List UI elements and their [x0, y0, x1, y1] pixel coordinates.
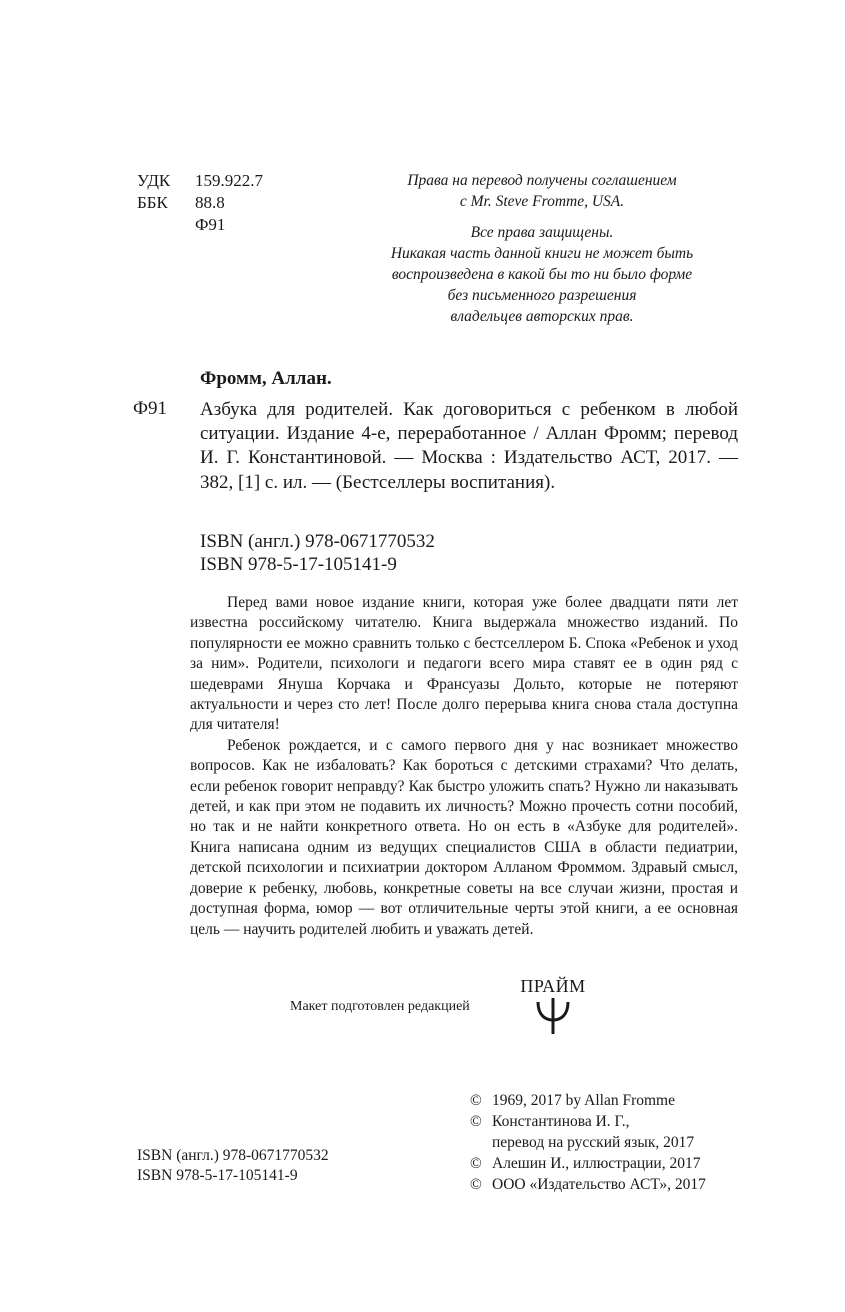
- bibliography-description: Азбука для родителей. Как договориться с ребенком в любой ситуации. Издание 4-е, переработанное / Аллан Фромм; перевод И. Г. Константиновой. — Москва : Издательство АСТ, 2017. — 382, [1] с. ил. — (Бестселлеры воспитания).: [200, 399, 738, 493]
- copyright-icon: ©: [470, 1113, 482, 1130]
- copyright-icon: ©: [470, 1092, 482, 1109]
- bottom-isbn-russian: ISBN 978-5-17-105141-9: [137, 1167, 298, 1184]
- rights-line: владельцев авторских прав.: [450, 308, 634, 325]
- udk-row: [137, 170, 263, 192]
- logo-text: ПРАЙМ: [520, 976, 586, 996]
- rights-line: воспроизведена в какой бы то ни было форме: [391, 266, 693, 283]
- copyright-line: © 1969, 2017 by Allan Fromme: [470, 1092, 675, 1109]
- udk-label: УДК: [137, 171, 171, 190]
- copyright-continuation: перевод на русский язык, 2017: [492, 1134, 695, 1151]
- bottom-isbn-block: [137, 1146, 329, 1186]
- rights-notice: [362, 170, 722, 327]
- copyright-line: © Алешин И., иллюстрации, 2017: [470, 1155, 701, 1172]
- isbn-block: [200, 530, 435, 576]
- maket-text: Макет подготовлен редакцией: [290, 999, 470, 1014]
- author-sign-row: [137, 214, 263, 236]
- annotation-paragraph: Ребенок рождается, и с самого первого дня у нас возникает множество вопросов. Как не избаловать? Как бороться с детскими страхами? Что делать, если ребенок говорит неправду? Как быстро уложить спать? Нужно ли наказывать детей, и как при этом не подавить их личность? Можно прочесть сотни пособий, но так и не найти конкретного ответа. Но он есть в «Азбуке для родителей». Книга написана одним из ведущих специалистов США в области педиатрии, детской психологии и психиатрии доктором Алланом Фроммом. Здравый смысл, доверие к ребенку, любовь, конкретные советы на все случаи жизни, простая и доступная форма, юмор — вот отличительные черты этой книги, а ее основная цель — научить родителей любить и уважать детей.: [190, 736, 738, 938]
- bbk-label: ББК: [137, 193, 168, 212]
- author-sign: Ф91: [195, 215, 226, 234]
- annotation-paragraph: Перед вами новое издание книги, которая уже более двадцати пяти лет известна российскому читателю. Книга выдержала множество изданий. По популярности ее можно сравнить только с бестселлером Б. Спока «Ребенок и уход за ним». Родители, психологи и педагоги всего мира ставят ее в один ряд с шедеврами Януша Корчака и Франсуазы Дольто, которые не потеряют актуальности и через сто лет! После долго перерыва книга снова стала доступна для читателя!: [190, 594, 738, 734]
- rights-line: Все права защищены.: [470, 224, 614, 241]
- bottom-isbn-english: ISBN (англ.) 978-0671770532: [137, 1147, 329, 1164]
- bbk-value: 88.8: [195, 193, 225, 212]
- classification-block: [137, 170, 263, 236]
- copyright-line: © ООО «Издательство АСТ», 2017: [470, 1176, 706, 1193]
- publisher-logo: [516, 976, 590, 1036]
- bbk-row: [137, 192, 263, 214]
- psi-logo-icon: [516, 976, 590, 1036]
- rights-line: без письменного разрешения: [447, 287, 637, 304]
- bibliography-code: Ф91: [133, 398, 168, 419]
- copyright-icon: ©: [470, 1155, 482, 1172]
- isbn-english: ISBN (англ.) 978-0671770532: [200, 531, 435, 552]
- rights-line: Права на перевод получены соглашением: [407, 172, 677, 189]
- udk-value: 159.922.7: [195, 171, 263, 190]
- copyright-line: © Константинова И. Г.,: [470, 1113, 630, 1130]
- copyright-icon: ©: [470, 1176, 482, 1193]
- isbn-russian: ISBN 978-5-17-105141-9: [200, 554, 397, 575]
- rights-line: с Mr. Steve Fromme, USA.: [459, 193, 625, 210]
- rights-line: Никакая часть данной книги не может быть: [390, 245, 694, 262]
- annotation: [190, 593, 738, 940]
- copyright-block: [470, 1090, 706, 1195]
- author-heading: Фромм, Аллан.: [200, 368, 332, 389]
